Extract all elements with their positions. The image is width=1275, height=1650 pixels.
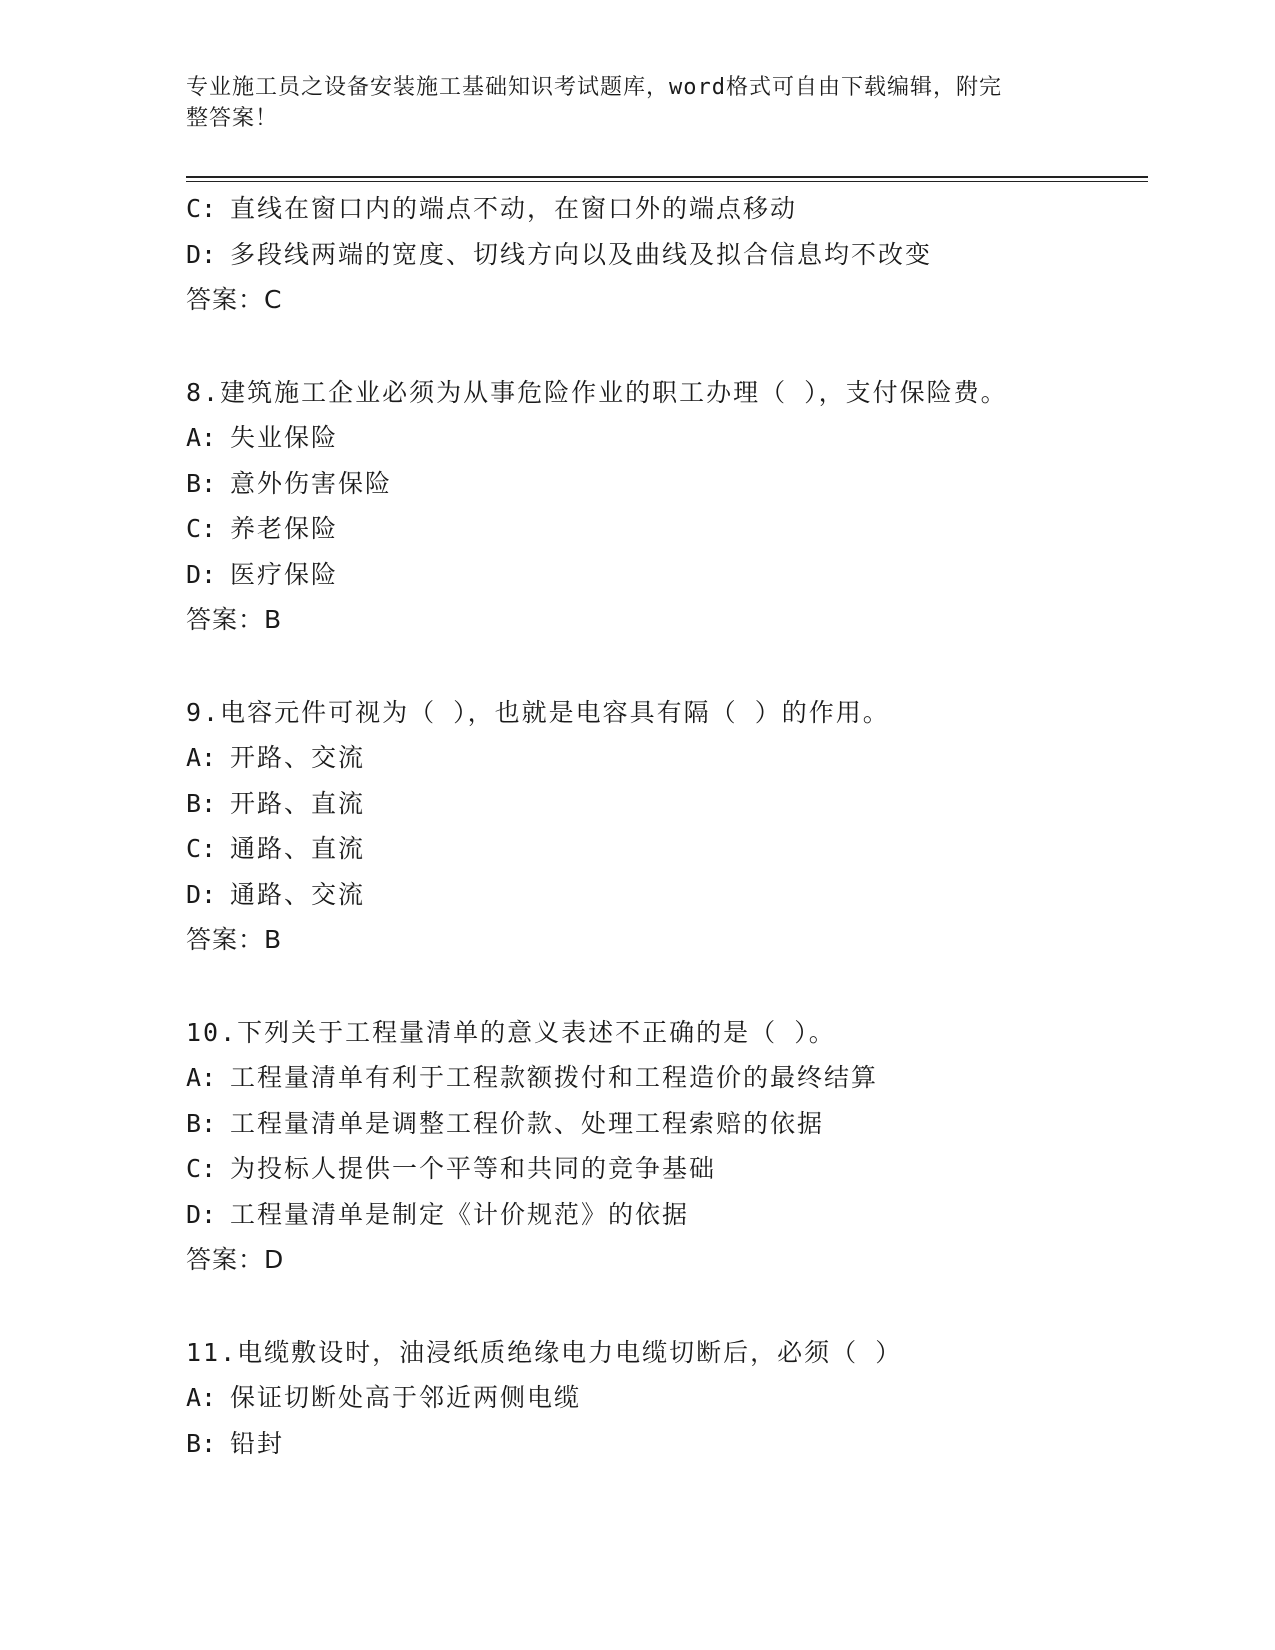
question-text: 9.电容元件可视为（ ），也就是电容具有隔（ ）的作用。: [186, 697, 890, 727]
spacer: [186, 1283, 1148, 1330]
answer: 答案：B: [186, 605, 283, 634]
question-text: 10.下列关于工程量清单的意义表述不正确的是（ ）。: [186, 1017, 836, 1047]
option-d: D: 通路、交流: [186, 879, 366, 909]
answer: 答案：C: [186, 285, 283, 314]
spacer: [186, 323, 1148, 370]
question-9: [186, 690, 1148, 963]
question-11: [186, 1330, 1148, 1467]
header-rule-thick: [186, 176, 1148, 178]
question-list: [186, 186, 1148, 1466]
header-line-1: 专业施工员之设备安装施工基础知识考试题库，word格式可自由下载编辑，附完: [186, 75, 1002, 100]
question-8: [186, 370, 1148, 643]
option-b: B: 意外伤害保险: [186, 468, 393, 498]
option-c: C: 通路、直流: [186, 834, 366, 863]
question-10: [186, 1010, 1148, 1283]
question-text: 11.电缆敷设时，油浸纸质绝缘电力电缆切断后，必须（ ）: [186, 1337, 903, 1367]
header-line-2: 整答案！: [186, 106, 279, 131]
option-b: B: 开路、直流: [186, 788, 366, 818]
option-a: A: 失业保险: [186, 423, 339, 452]
question-7: [186, 186, 1148, 323]
option-a: A: 工程量清单有利于工程款额拨付和工程造价的最终结算: [186, 1063, 879, 1092]
spacer: [186, 643, 1148, 690]
option-d: D: 医疗保险: [186, 559, 339, 589]
option-b: B: 铅封: [186, 1428, 285, 1458]
option-c: C: 为投标人提供一个平等和共同的竞争基础: [186, 1154, 717, 1183]
option-a: A: 保证切断处高于邻近两侧电缆: [186, 1383, 582, 1412]
option-b: B: 工程量清单是调整工程价款、处理工程索赔的依据: [186, 1108, 825, 1138]
document-header: [186, 72, 1066, 134]
answer: 答案：D: [186, 1245, 285, 1274]
option-d: D: 多段线两端的宽度、切线方向以及曲线及拟合信息均不改变: [186, 239, 933, 269]
header-rule-thin: [186, 181, 1148, 182]
option-a: A: 开路、交流: [186, 743, 366, 772]
option-c: C: 直线在窗口内的端点不动，在窗口外的端点移动: [186, 194, 798, 223]
question-text: 8.建筑施工企业必须为从事危险作业的职工办理（ ），支付保险费。: [186, 377, 1008, 407]
answer: 答案：B: [186, 925, 283, 954]
option-c: C: 养老保险: [186, 514, 339, 543]
spacer: [186, 963, 1148, 1010]
option-d: D: 工程量清单是制定《计价规范》的依据: [186, 1199, 690, 1229]
